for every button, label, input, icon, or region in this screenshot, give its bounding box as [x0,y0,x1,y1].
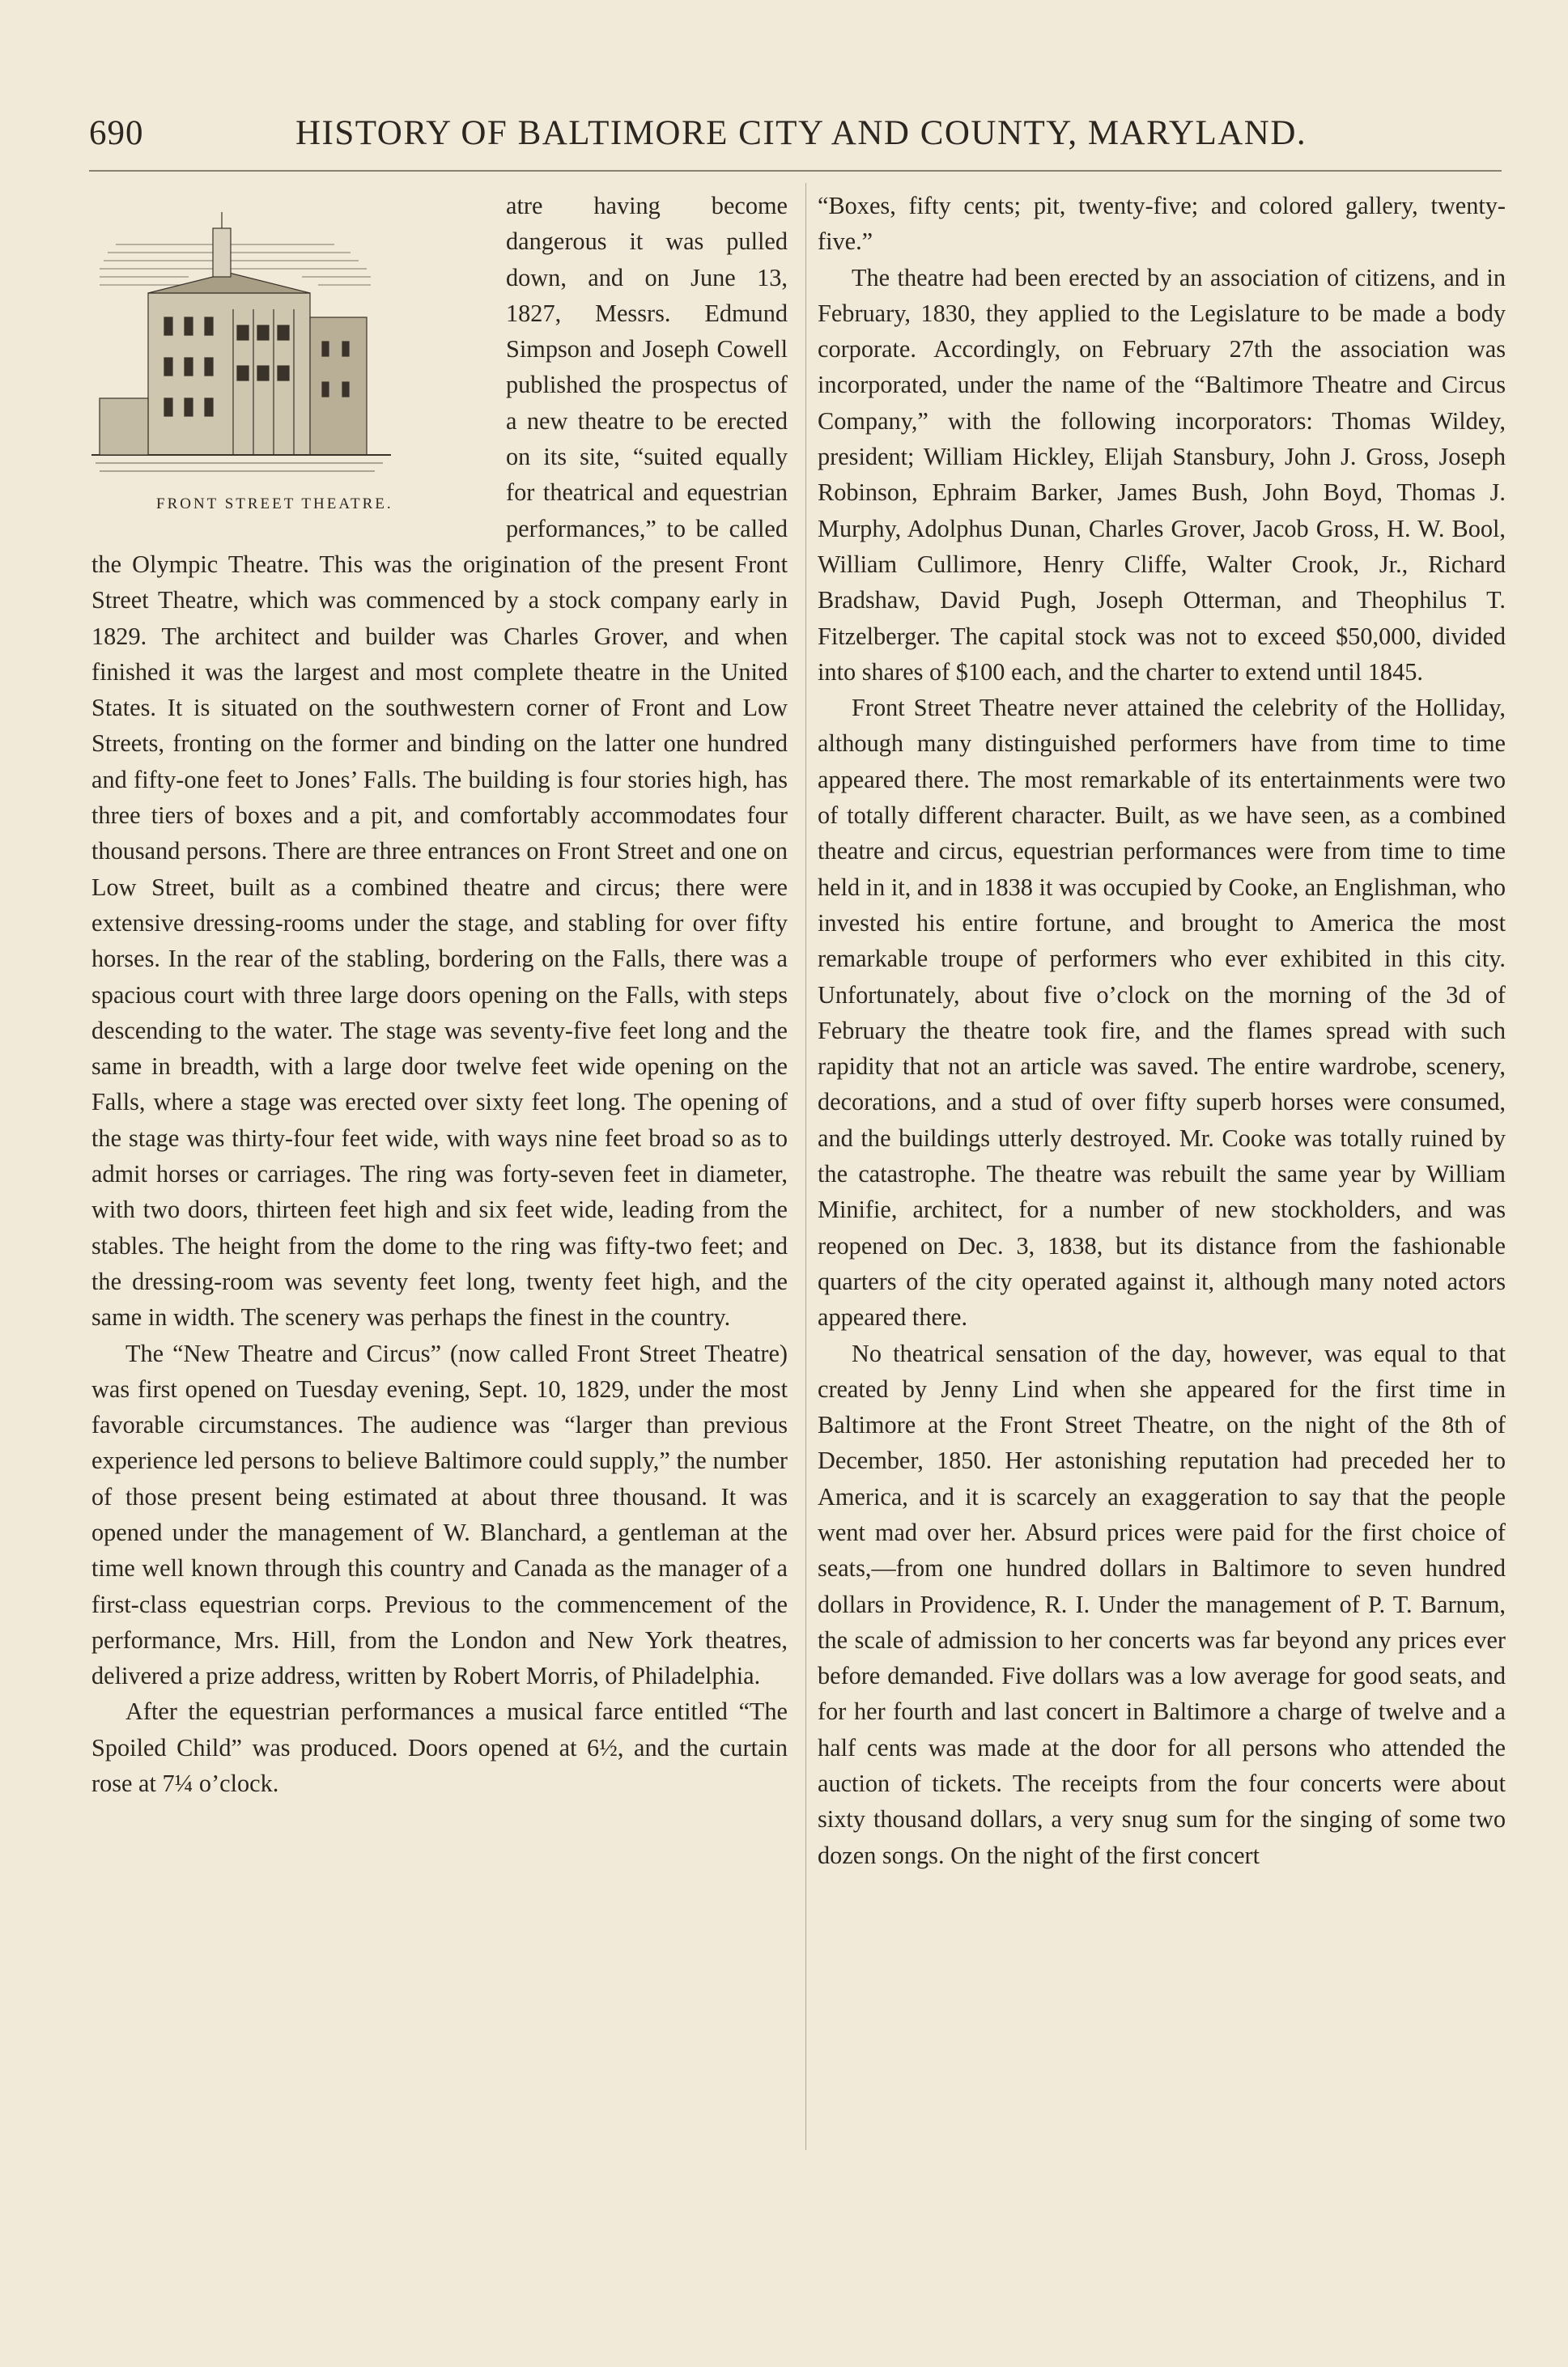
figure-caption: FRONT STREET THEATRE. [156,495,393,512]
front-street-theatre-engraving [91,196,488,526]
running-title: HISTORY OF BALTIMORE CITY AND COUNTY, MARYLAND. [295,114,1307,152]
left-column [91,188,788,1801]
right-column [818,188,1506,1873]
paragraph: The theatre had been erected by an association of citizens, and in February, 1830, they applied to the Legislature to be made a body corporate. Accordingly, on February 27th the association was incorporated, under the name of the “Baltimore Theatre and Circus Company,” with the following incorporators: Thomas Wildey, president; William Hickley, Elijah Stansbury, John J. Gross, Joseph Robinson, Ephraim Barker, James Bush, John Boyd, Thomas J. Murphy, Adolphus Dunan, Charles Grover, Jacob Gross, H. W. Bool, William Cullimore, Henry Cliffe, Walter Crook, Jr., Richard Bradshaw, David Pugh, Joseph Otterman, and Theophilus T. Fitzelberger. The capital stock was not to exceed $50,000, divided into shares of $100 each, and the charter to extend until 1845. [818,263,1506,686]
column-divider [805,183,806,2150]
paragraph: “Boxes, fifty cents; pit, twenty-five; and colored gallery, twenty-five.” [818,192,1506,256]
paragraph: The “New Theatre and Circus” (now called Front Street Theatre) was first opened on Tuesday evening, Sept. 10, 1829, under the most favorable circumstances. The audience was “larger than previous experience led persons to believe Baltimore could supply,” the number of those present being estimated at about three thousand. It was opened under the management of W. Blanchard, a gentleman at the time well known through this country and Canada as the manager of a first-class equestrian corps. Previous to the commencement of the performance, Mrs. Hill, from the London and New York theatres, delivered a prize address, written by Robert Morris, of Philadelphia. [91,1339,788,1690]
paragraph: Front Street Theatre never attained the celebrity of the Holliday, although many distinguished performers have from time to time appeared there. The most remarkable of its entertainments were two of totally different character. Built, as we have seen, as a combined theatre and circus, equestrian performances were from time to time held in it, and in 1838 it was occupied by Cooke, an Englishman, who invested his entire fortune, and brought to America the most remarkable troupe of performers who ever exhibited in this city. Unfortunately, about five o’clock on the morning of the 3d of February the theatre took fire, and the flames spread with such rapidity that not an article was saved. The entire wardrobe, scenery, decorations, and a stud of over fifty superb horses were consumed, and the buildings utterly destroyed. Mr. Cooke was totally ruined by the catastrophe. The theatre was rebuilt the same year by William Minifie, architect, for a number of new stockholders, and was reopened on Dec. 3, 1838, but its distance from the fashionable quarters of the city operated against it, although many noted actors appeared there. [818,694,1506,1332]
header-rule [89,170,1502,172]
page-header [89,113,1502,170]
paragraph: atre having become dangerous it was pulled down, and on June 13, 1827, Messrs. Edmund Simpson and Joseph Cowell published the prospectus of a new theatre to be erected on its site, “suited equally for theatrical and equestrian performances,” to be called the Olympic Theatre. This was the origination of the present Front Street Theatre, which was commenced by a stock company early in 1829. The architect and builder was Charles Grover, and when finished it was the largest and most complete theatre in the United States. It is situated on the southwestern corner of Front and Low Streets, fronting on the former and binding on the latter one hundred and fifty-one feet to Jones’ Falls. The building is four stories high, has three tiers of boxes and a pit, and comfortably accommodates four thousand persons. There are three entrances on Front Street and one on Low Street, built as a combined theatre and circus; there were extensive dressing-rooms under the stage, and stabling for over fifty horses. In the rear of the stabling, bordering on the Falls, there was a spacious court with three large doors opening on the Falls, with steps descending to the water. The stage was seventy-five feet long and the same in breadth, with a large door twelve feet wide opening on the Falls, where a stage was erected over sixty feet long. The opening of the stage was thirty-four feet wide, with ways nine feet broad so as to admit horses or carriages. The ring was forty-seven feet in diameter, with two doors, thirteen feet high and six feet wide, leading from the stables. The height from the dome to the ring was fifty-two feet; and the dressing-room was seventy feet long, twenty feet high, and the same in width. The scenery was perhaps the finest in the country. [91,192,788,1332]
theatre-illustration [91,196,488,487]
paragraph: After the equestrian performances a musical farce entitled “The Spoiled Child” was produced. Doors opened at 6½, and the curtain rose at 7¼ o’clock. [91,1698,788,1798]
page-number: 690 [89,114,144,152]
paragraph: No theatrical sensation of the day, however, was equal to that created by Jenny Lind when she appeared for the first time in Baltimore at the Front Street Theatre, on the night of the 8th of December, 1850. Her astonishing reputation had preceded her to America, and it is scarcely an exaggeration to say that the people went mad over her. Absurd prices were paid for the first choice of seats,—from one hundred dollars in Baltimore to seven hundred dollars in Providence, R. I. Under the management of P. T. Barnum, the scale of admission to her concerts was far beyond any prices ever before demanded. Five dollars was a low average for good seats, and for her fourth and last concert in Baltimore a charge of twelve and a half cents was made at the door for all persons who attended the auction of tickets. The receipts from the four concerts were about sixty thousand dollars, a very snug sum for the singing of some two dozen songs. On the night of the first concert [818,1339,1506,1869]
